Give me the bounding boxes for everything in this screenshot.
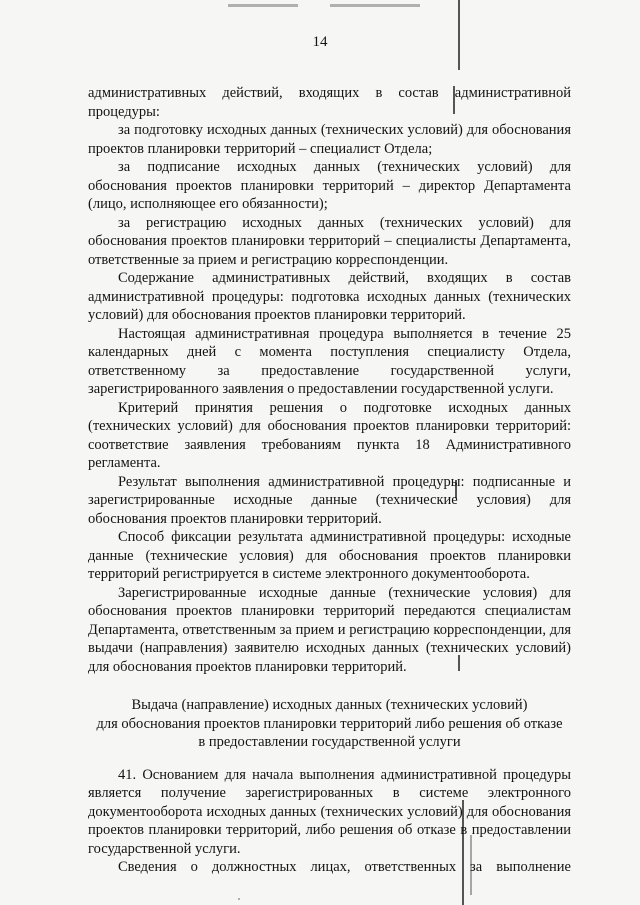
section-heading-line: для обоснования проектов планировки территорий либо решения об отказе [96, 715, 563, 732]
page-number: 14 [312, 34, 328, 50]
paragraph: Зарегистрированные исходные данные (технические условия) для обоснования проектов планировки территорий передаются специалистам Департамента, ответственным за прием и регистрацию корреспонденции, для выдачи (направления) заявителю исходных данных (технических условий) для обоснования проектов планировки территорий. [88, 584, 571, 675]
scan-artifact-top-right [330, 4, 420, 7]
paragraph: 41. Основанием для начала выполнения административной процедуры является получение зарегистрированных в системе электронного документооборота исходных данных (технических условий) для обоснования проектов планировки территорий, либо решения об отказе в предоставлении государственной услуги. [88, 766, 571, 857]
section-heading-line: Выдача (направление) исходных данных (технических условий) [131, 697, 528, 713]
paragraph: за подготовку исходных данных (технических условий) для обоснования проектов планировки территорий – специалист Отдела; [88, 122, 571, 157]
scan-artifact-dot [238, 898, 240, 900]
paragraph: Сведения о должностных лицах, ответственных за выполнение [118, 859, 571, 875]
paragraph: административных действий, входящих в состав административной процедуры: [88, 85, 571, 120]
paragraph: за регистрацию исходных данных (технических условий) для обоснования проектов планировки территорий – специалисты Департамента, ответственные за прием и регистрацию корреспонденции. [88, 214, 571, 268]
paragraph: Способ фиксации результата административной процедуры: исходные данные (технические условия) для обоснования проектов планировки территорий регистрируется в системе электронного документооборота. [88, 529, 571, 582]
section-heading-line: в предоставлении государственной услуги [198, 734, 461, 750]
paragraph: Критерий принятия решения о подготовке исходных данных (технических условий) для обоснования проектов планировки территорий: соответствие заявления требованиям пункта 18 Административного регламента. [88, 399, 571, 471]
paragraph: Результат выполнения административной процедуры: подписанные и зарегистрированные исходные данные (технические условия) для обоснования проектов планировки территорий. [88, 473, 571, 527]
paragraph: Настоящая административная процедура выполняется в течение 25 календарных дней с момента поступления специалисту Отдела, ответственному за предоставление государственной услуги, зарегистрированного заявления о предоставлении государственной услуги. [88, 325, 571, 397]
document-body [88, 84, 571, 877]
paragraph: за подписание исходных данных (технических условий) для обоснования проектов планировки территорий – директор Департамента (лицо, исполняющее его обязанности); [88, 159, 571, 212]
paragraph: Содержание административных действий, входящих в состав административной процедуры: подготовка исходных данных (технических условий) для обоснования проектов планировки территорий. [88, 270, 571, 323]
scan-artifact-top-left [228, 4, 298, 7]
section-heading [88, 696, 571, 752]
